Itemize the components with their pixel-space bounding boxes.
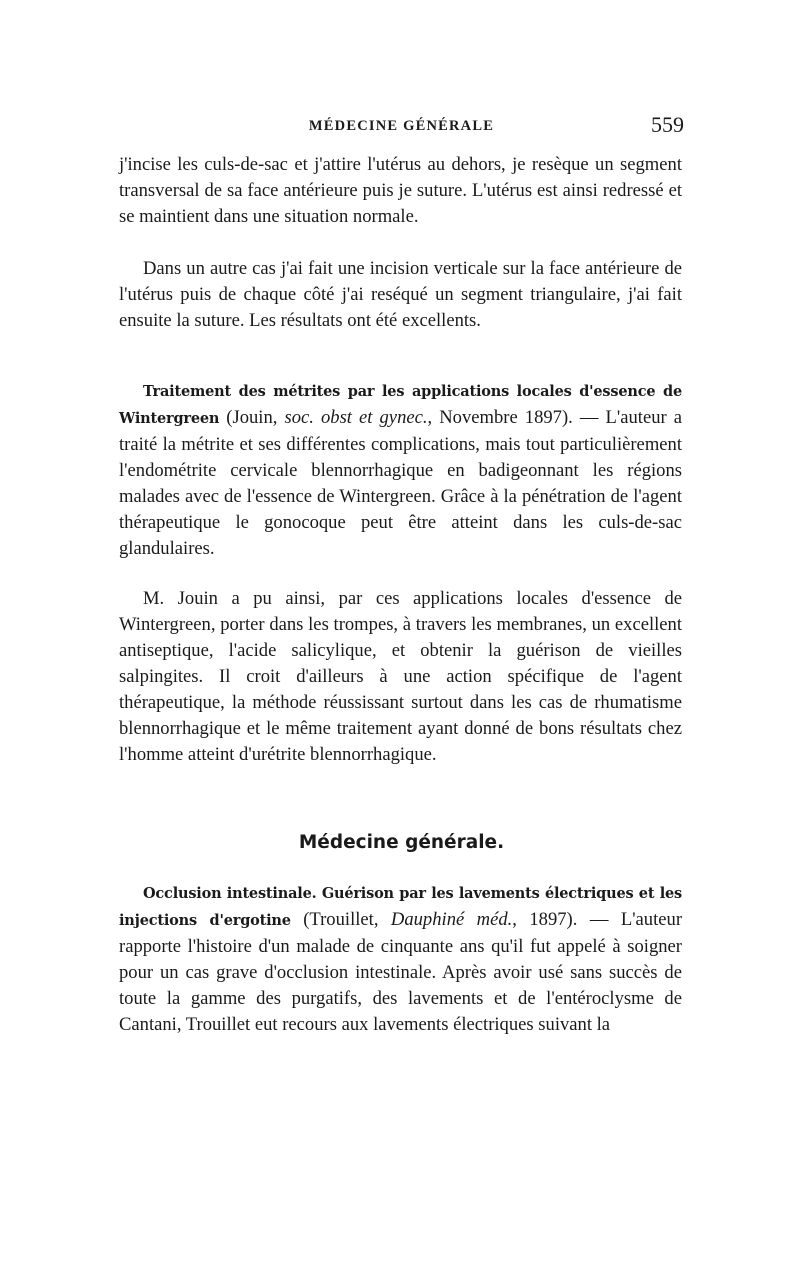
article-occlusion-body: , 1897). — L'auteur rapporte l'histoire d'un malade de cinquante ans qu'il fut appelé à soigner pour un cas grave d'occlusion intestinale. Après avoir usé sans succès de toute la gamme des purgatifs, des lavements et de l'entéroclysme de Cantani, Trouillet eut recours aux lavements électriques suivant la	[119, 909, 683, 1035]
continuation-paragraph-block	[119, 152, 682, 230]
article-metrites-body: , Novembre 1897). — L'auteur a traité la métrite et ses différentes complications, mais tout particulièrement l'endométrite cervicale blennorrhagique en badigeonnant les régions malades avec de l'essence de Wintergreen. Grâce à la pénétration de l'agent thérapeutique le gonocoque peut être atteint dans les culs-de-sac glandulaires.	[119, 407, 683, 559]
article-occlusion	[119, 880, 682, 1038]
running-head	[119, 112, 684, 142]
continuation-paragraph: j'incise les culs-de-sac et j'attire l'utérus au dehors, je resèque un segment transversal de sa face antérieure puis je suture. L'utérus est ainsi redressé et se maintient dans une situation normale.	[119, 154, 682, 227]
results-paragraph-block	[119, 256, 682, 334]
article-occlusion-paragraph	[119, 880, 682, 1038]
article-metrites	[119, 378, 682, 562]
section-title: Médecine générale.	[298, 832, 505, 853]
results-paragraph: Dans un autre cas j'ai fait une incision verticale sur la face antérieure de l'utérus puis de chaque côté j'ai reséqué un segment triangulaire, j'ai fait ensuite la suture. Les résultats ont été excellents.	[119, 258, 682, 331]
jouin-paragraph: M. Jouin a pu ainsi, par ces applications locales d'essence de Wintergreen, porter dans les trompes, à travers les membranes, un excellent antiseptique, l'acide salicylique, et obtenir la guérison de vieilles salpingites. Il croit d'ailleurs à une action spécifique de l'agent thérapeutique, la méthode réussissant surtout dans les cas de rhumatisme blennorrhagique et le même traitement ayant donné de bons résultats chez l'homme atteint d'urétrite blennorrhagique.	[119, 588, 682, 765]
article-occlusion-journal: Dauphiné méd.	[390, 909, 513, 930]
article-metrites-paragraph	[119, 378, 682, 562]
running-title: MÉDECINE GÉNÉRALE	[308, 118, 495, 134]
article-metrites-journal: soc. obst et gynec.	[284, 407, 428, 428]
page-number: 559	[651, 112, 684, 137]
article-metrites-title: Traitement des métrites par les applications locales d'essence de Wintergreen	[119, 383, 682, 427]
article-metrites-citation-open: (Jouin,	[219, 407, 285, 428]
article-occlusion-title: Occlusion intestinale. Guérison par les lavements électriques et les injections d'ergotine	[119, 885, 682, 929]
jouin-paragraph-block	[119, 586, 682, 768]
article-occlusion-citation-open: (Trouillet,	[290, 909, 391, 930]
